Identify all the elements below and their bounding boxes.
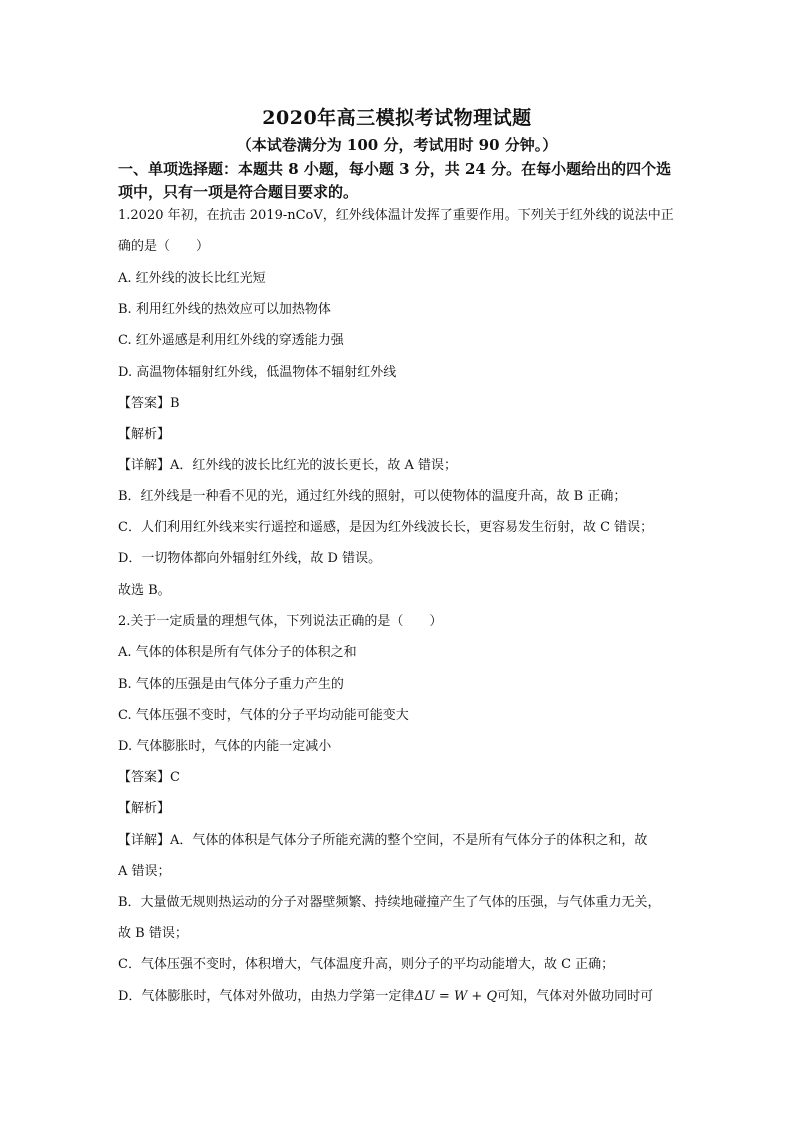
- q2-option-c: C. 气体压强不变时，气体的分子平均动能可能变大: [118, 708, 409, 723]
- q1-detail-c: C．人们利用红外线来实行遥控和遥感，是因为红外线波长长，更容易发生衍射，故 C 错误；: [118, 520, 654, 535]
- q2-option-d: D. 气体膨胀时，气体的内能一定减小: [118, 739, 332, 754]
- q1-stem-line1: 1.2020 年初，在抗击 2019-nCoV，红外线体温计发挥了重要作用。下列关于红外线的说法中正: [118, 208, 674, 223]
- q1-option-c: C. 红外遥感是利用红外线的穿透能力强: [118, 333, 344, 348]
- q2-detail-d-prefix: D．气体膨胀时，气体对外做功，由热力学第一定律: [118, 989, 415, 1004]
- q1-detail-a: 【详解】A．红外线的波长比红光的波长更长，故 A 错误；: [118, 458, 458, 473]
- q2-stem: 2.关于一定质量的理想气体，下列说法正确的是（ ）: [118, 614, 443, 629]
- q1-option-b: B. 利用红外线的热效应可以加热物体: [118, 302, 331, 317]
- q1-answer: 【答案】B: [118, 396, 180, 411]
- q2-analysis-label: 【解析】: [118, 801, 171, 816]
- q2-detail-b-line2: 故 B 错误；: [118, 926, 188, 941]
- q2-answer: 【答案】C: [118, 770, 180, 785]
- q2-detail-a-line1: 【详解】A．气体的体积是气体分子所能充满的整个空间，不是所有气体分子的体积之和，故: [118, 833, 648, 848]
- exam-subtitle: （本试卷满分为 100 分，考试用时 90 分钟。）: [236, 136, 558, 154]
- first-law-formula: ΔU = W + Q: [414, 989, 498, 1004]
- q2-option-a: A. 气体的体积是所有气体分子的体积之和: [118, 645, 357, 660]
- q1-option-d: D. 高温物体辐射红外线，低温物体不辐射红外线: [118, 365, 397, 380]
- q1-detail-d: D．一切物体都向外辐射红外线，故 D 错误。: [118, 551, 382, 566]
- q2-option-b: B. 气体的压强是由气体分子重力产生的: [118, 677, 344, 692]
- q1-option-a: A. 红外线的波长比红光短: [118, 271, 266, 286]
- q1-analysis-label: 【解析】: [118, 427, 171, 442]
- q2-detail-a-line2: A 错误；: [118, 864, 171, 879]
- q2-detail-d-suffix: 可知，气体对外做功同时可: [497, 989, 654, 1004]
- q1-detail-b: B．红外线是一种看不见的光，通过红外线的照射，可以使物体的温度升高，故 B 正确；: [118, 489, 627, 504]
- q2-detail-d: [118, 988, 688, 1006]
- exam-title: 2020年高三模拟考试物理试题: [262, 107, 532, 129]
- section-heading: 一、单项选择题：本题共 8 小题，每小题 3 分，共 24 分。在每小题给出的四个选项中，只有一项是符合题目要求的。: [118, 160, 672, 201]
- q2-detail-b-line1: B．大量做无规则热运动的分子对器壁频繁、持续地碰撞产生了气体的压强，与气体重力无关，: [118, 895, 661, 910]
- q2-detail-c: C．气体压强不变时，体积增大，气体温度升高，则分子的平均动能增大，故 C 正确；: [118, 957, 615, 972]
- q1-stem-line2: 确的是（ ）: [118, 239, 210, 254]
- q1-conclusion: 故选 B。: [118, 583, 171, 598]
